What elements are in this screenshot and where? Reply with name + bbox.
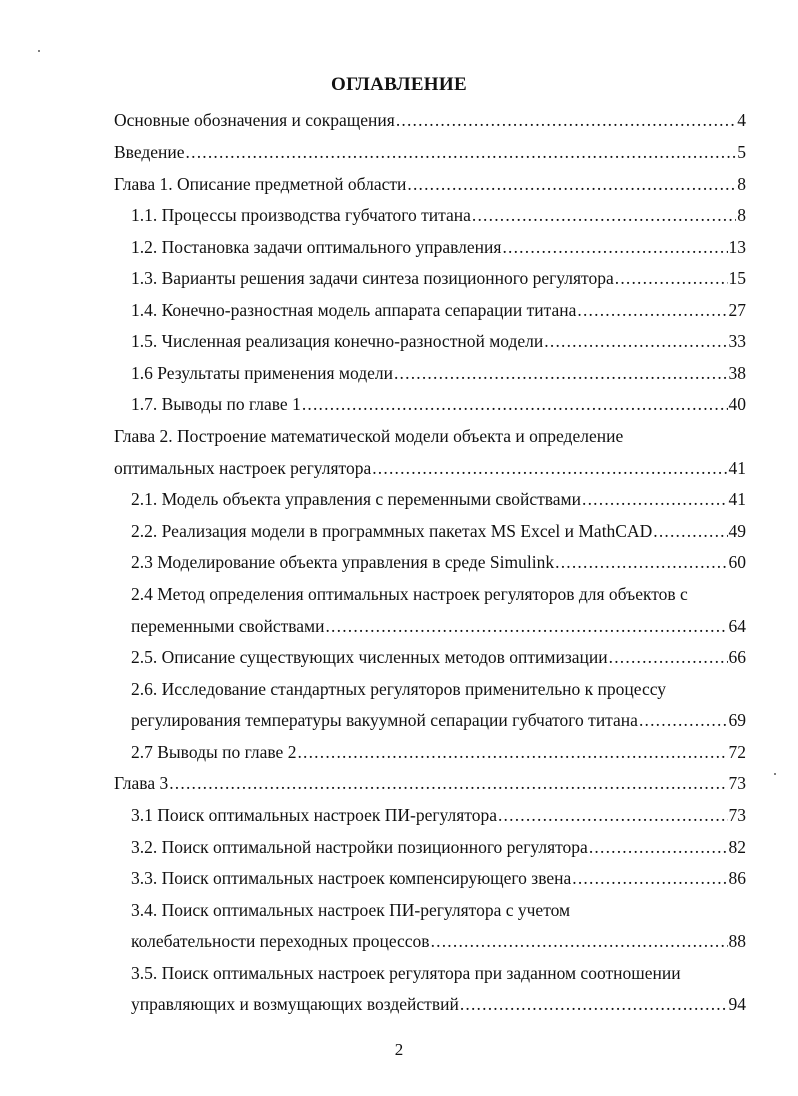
toc-entry-first-line bbox=[131, 677, 746, 701]
toc-entry-first-line bbox=[131, 898, 746, 922]
toc-entry-page: 5 bbox=[737, 142, 746, 162]
toc-entry-title: 3.1 Поиск оптимальных настроек ПИ-регулятора bbox=[131, 805, 497, 825]
leader-dots bbox=[544, 329, 727, 353]
leader-dots bbox=[297, 740, 727, 764]
toc-entry-title: 1.2. Постановка задачи оптимального управления bbox=[131, 237, 502, 257]
leader-dots bbox=[653, 519, 727, 543]
toc-entry-title: Глава 1. Описание предметной области bbox=[114, 174, 407, 194]
toc-entry bbox=[114, 771, 746, 795]
toc-entry-page: 4 bbox=[737, 110, 746, 130]
toc-entry-title-continued: колебательности переходных процессов bbox=[131, 931, 430, 951]
toc-entry-title: 3.2. Поиск оптимальной настройки позиционного регулятора bbox=[131, 837, 588, 857]
toc-entry bbox=[131, 519, 746, 543]
toc-entry-page: 86 bbox=[728, 868, 746, 888]
toc-entry-title: 2.7 Выводы по главе 2 bbox=[131, 742, 297, 762]
toc-entry bbox=[131, 203, 746, 227]
toc-entry bbox=[114, 456, 746, 480]
toc-entry-page: 33 bbox=[728, 331, 746, 351]
toc-entry-page: 64 bbox=[728, 616, 746, 636]
toc-entry-page: 41 bbox=[728, 458, 746, 478]
leader-dots bbox=[582, 487, 727, 511]
toc-entry-title: 3.3. Поиск оптимальных настроек компенсирующего звена bbox=[131, 868, 572, 888]
toc-entry bbox=[131, 298, 746, 322]
toc-entry-page: 15 bbox=[728, 268, 746, 288]
toc-entry-title: 3.5. Поиск оптимальных настроек регулятора при заданном соотношении bbox=[131, 963, 681, 983]
toc-entry bbox=[131, 740, 746, 764]
toc-entry bbox=[131, 235, 746, 259]
toc-entry-page: 8 bbox=[737, 174, 746, 194]
toc-entry-page: 73 bbox=[728, 805, 746, 825]
toc-entry-page: 38 bbox=[728, 363, 746, 383]
toc-entry-title-continued: оптимальных настроек регулятора bbox=[114, 458, 372, 478]
toc-entry bbox=[131, 392, 746, 416]
leader-dots bbox=[589, 835, 728, 859]
toc-entry bbox=[131, 803, 746, 827]
leader-dots bbox=[555, 550, 727, 574]
leader-dots bbox=[325, 614, 727, 638]
toc-entry-page: 88 bbox=[728, 931, 746, 951]
toc-entry-title-continued: управляющих и возмущающих воздействий bbox=[131, 994, 459, 1014]
toc-entry bbox=[131, 835, 746, 859]
toc-entry-title: 1.5. Численная реализация конечно-разностной модели bbox=[131, 331, 544, 351]
leader-dots bbox=[431, 929, 728, 953]
toc-entry bbox=[114, 172, 746, 196]
toc-entry bbox=[131, 645, 746, 669]
toc-entry-title-continued: переменными свойствами bbox=[131, 616, 325, 636]
leader-dots bbox=[460, 992, 728, 1016]
toc-entry-page: 13 bbox=[728, 237, 746, 257]
toc-entry bbox=[131, 361, 746, 385]
leader-dots bbox=[577, 298, 727, 322]
toc-entry-page: 40 bbox=[728, 394, 746, 414]
toc-entry bbox=[131, 929, 746, 953]
toc-entry bbox=[114, 140, 746, 164]
toc-entry-title: 3.4. Поиск оптимальных настроек ПИ-регулятора с учетом bbox=[131, 900, 571, 920]
toc-entry-page: 94 bbox=[728, 994, 746, 1014]
leader-dots bbox=[394, 361, 728, 385]
toc-entry-title: 2.4 Метод определения оптимальных настроек регуляторов для объектов с bbox=[131, 584, 688, 604]
toc-entry-page: 72 bbox=[728, 742, 746, 762]
leader-dots bbox=[169, 771, 727, 795]
leader-dots bbox=[472, 203, 736, 227]
toc-entry-title: 1.3. Варианты решения задачи синтеза позиционного регулятора bbox=[131, 268, 614, 288]
leader-dots bbox=[498, 803, 728, 827]
toc-entry bbox=[131, 266, 746, 290]
toc-entry bbox=[131, 992, 746, 1016]
leader-dots bbox=[639, 708, 728, 732]
page-number: 2 bbox=[394, 1040, 404, 1059]
toc-entry-title-continued: регулирования температуры вакуумной сепарации губчатого титана bbox=[131, 710, 638, 730]
toc-entry bbox=[114, 108, 746, 132]
page-title: ОГЛАВЛЕНИЕ bbox=[331, 74, 467, 95]
toc-entry-page: 60 bbox=[728, 552, 746, 572]
toc-entry-page: 8 bbox=[737, 205, 746, 225]
toc-entry-title: 2.6. Исследование стандартных регуляторов применительно к процессу bbox=[131, 679, 667, 699]
toc-entry bbox=[131, 614, 746, 638]
toc-entry-title: 1.4. Конечно-разностная модель аппарата сепарации титана bbox=[131, 300, 577, 320]
toc-entry-title: 1.6 Результаты применения модели bbox=[131, 363, 393, 383]
leader-dots bbox=[572, 866, 727, 890]
leader-dots bbox=[302, 392, 728, 416]
toc-entry bbox=[131, 708, 746, 732]
leader-dots bbox=[609, 645, 728, 669]
toc-entry-page: 82 bbox=[728, 837, 746, 857]
toc-entry bbox=[131, 550, 746, 574]
toc-entry bbox=[131, 487, 746, 511]
toc-entry-title: Основные обозначения и сокращения bbox=[114, 110, 395, 130]
toc-entry-page: 66 bbox=[728, 647, 746, 667]
toc-entry-title: 1.1. Процессы производства губчатого титана bbox=[131, 205, 471, 225]
toc-entry-first-line bbox=[131, 961, 746, 985]
toc-entry-title: Введение bbox=[114, 142, 185, 162]
scan-speck bbox=[38, 50, 40, 52]
toc-entry bbox=[131, 866, 746, 890]
toc-entry-page: 49 bbox=[728, 521, 746, 541]
toc-entry bbox=[131, 329, 746, 353]
toc-entry-title: Глава 2. Построение математической модели объекта и определение bbox=[114, 426, 624, 446]
leader-dots bbox=[502, 235, 727, 259]
toc-entry-title: 2.2. Реализация модели в программных пакетах MS Excel и MathCAD bbox=[131, 521, 653, 541]
leader-dots bbox=[396, 108, 736, 132]
toc-entry-title: 2.3 Моделирование объекта управления в среде Simulink bbox=[131, 552, 555, 572]
toc-entry-first-line bbox=[114, 424, 746, 448]
toc-entry-page: 73 bbox=[728, 773, 746, 793]
leader-dots bbox=[615, 266, 728, 290]
toc-entry-page: 69 bbox=[728, 710, 746, 730]
leader-dots bbox=[186, 140, 737, 164]
toc-entry-page: 41 bbox=[728, 489, 746, 509]
toc-entry-page: 27 bbox=[728, 300, 746, 320]
toc-entry-title: Глава 3 bbox=[114, 773, 169, 793]
toc-entry-title: 2.1. Модель объекта управления с переменными свойствами bbox=[131, 489, 582, 509]
leader-dots bbox=[407, 172, 736, 196]
leader-dots bbox=[372, 456, 727, 480]
toc-entry-title: 1.7. Выводы по главе 1 bbox=[131, 394, 301, 414]
toc-entry-title: 2.5. Описание существующих численных методов оптимизации bbox=[131, 647, 608, 667]
scan-speck bbox=[774, 773, 776, 775]
toc-entry-first-line bbox=[131, 582, 746, 606]
